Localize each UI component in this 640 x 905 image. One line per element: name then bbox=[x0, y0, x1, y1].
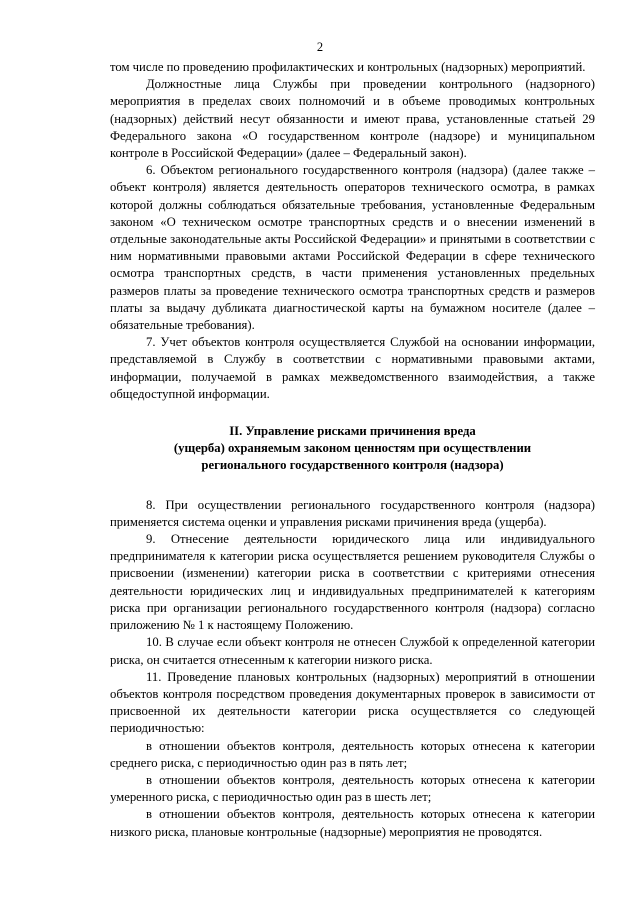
section-heading bbox=[110, 423, 595, 475]
paragraph-10: 10. В случае если объект контроля не отнесен Службой к определенной категории риска, он считается отнесенным к категории низкого риска. bbox=[110, 635, 595, 667]
section-heading-line: (ущерба) охраняемым законом ценностям при осуществлении bbox=[173, 441, 532, 456]
paragraph-11: 11. Проведение плановых контрольных (надзорных) мероприятий в отношении объектов контроля посредством проведения документарных проверок в зависимости от присвоенной их деятельности категории риска осуществляется со следующей периодичностью: bbox=[110, 669, 595, 736]
paragraph-7: 7. Учет объектов контроля осуществляется Службой на основании информации, представляемой в Службу в соответствии с нормативными правовыми актами, информации, получаемой в рамках межведомственного взаимодействия, а также общедоступной информации. bbox=[110, 335, 595, 401]
list-item-medium-risk: в отношении объектов контроля, деятельность которых отнесена к категории среднего риска, с периодичностью один раз в пять лет; bbox=[110, 738, 595, 770]
page-number: 2 bbox=[316, 40, 324, 54]
paragraph-officials-rights: Должностные лица Службы при проведении контрольного (надзорного) мероприятия в пределах своих полномочий и в объеме проводимых контрольных (надзорных) действий несут обязанности и имеют права, установленные статьей 29 Федерального закона «О государственном контроле (надзоре) и муниципальном контроле в Российской Федерации» (далее – Федеральный закон). bbox=[110, 77, 595, 161]
paragraph-continuation: том числе по проведению профилактических и контрольных (надзорных) мероприятий. bbox=[110, 60, 586, 74]
paragraph-6: 6. Объектом регионального государственного контроля (надзора) (далее также – объект контроля) является деятельность операторов технического осмотра, в рамках которой должны соблюдаться обязательные требования, установленные Федеральным законом «О техническом осмотре транспортных средств и о внесении изменений в отдельные законодательные акты Российской Федерации» и принятыми в соответствии с ним нормативными правовыми актами Российской Федерации в сфере технического осмотра транспортных средств, в части применения установленных предельных размеров платы за проведение технического осмотра транспортных средств и размеров платы за выдачу дубликата диагностической карты на бумажном носителе (далее – обязательные требования). bbox=[110, 163, 595, 333]
section-heading-line: регионального государственного контроля (надзора) bbox=[201, 458, 504, 473]
paragraph-9: 9. Отнесение деятельности юридического лица или индивидуального предпринимателя к категории риска осуществляется решением руководителя Службы о присвоении (изменении) категории риска в соответствии с критериями отнесения деятельности юридических лиц и индивидуальных предпринимателей к категориям риска при организации регионального государственного контроля (надзора) согласно приложению № 1 к настоящему Положению. bbox=[110, 532, 595, 633]
list-item-low-risk: в отношении объектов контроля, деятельность которых отнесена к категории низкого риска, плановые контрольные (надзорные) мероприятия не проводятся. bbox=[110, 807, 595, 839]
document-body bbox=[110, 59, 595, 841]
paragraph-8: 8. При осуществлении регионального государственного контроля (надзора) применяется система оценки и управления рисками причинения вреда (ущерба). bbox=[110, 497, 595, 529]
section-heading-line: II. Управление рисками причинения вреда bbox=[229, 424, 476, 439]
list-item-moderate-risk: в отношении объектов контроля, деятельность которых отнесена к категории умеренного риска, с периодичностью один раз в шесть лет; bbox=[110, 772, 595, 805]
